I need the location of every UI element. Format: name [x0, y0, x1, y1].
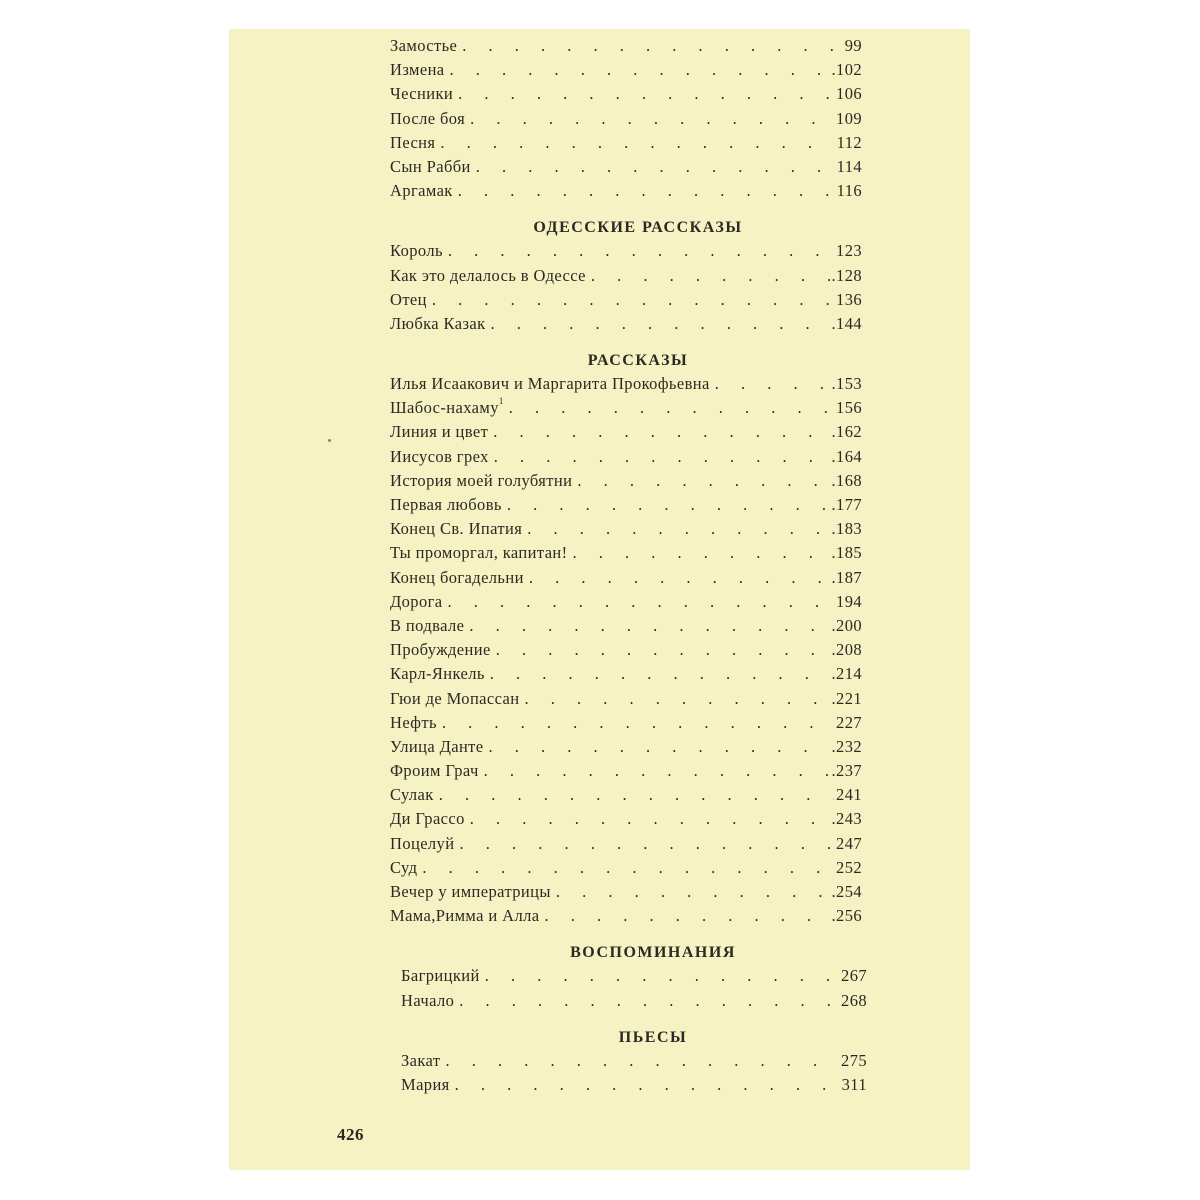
entry-page-number: .200 — [831, 615, 862, 635]
toc-entry — [390, 60, 862, 84]
dot-leader — [712, 374, 830, 394]
entry-page-number: .128 — [831, 265, 862, 285]
section-entries — [384, 36, 862, 205]
entry-page-number: 227 — [836, 712, 862, 732]
entry-title-text: Иисусов грех — [390, 446, 489, 466]
entry-title — [390, 713, 439, 733]
entry-title-text: Поцелуй — [390, 833, 455, 853]
toc-entry — [390, 157, 862, 181]
entry-title-text: Начало — [401, 990, 455, 1010]
toc-entry — [390, 882, 862, 906]
toc-entry — [390, 834, 862, 858]
toc-entry — [390, 447, 862, 471]
entry-title-text: Дорога — [390, 591, 443, 611]
entry-title — [390, 858, 419, 878]
entry-title-text: Нефть — [390, 712, 437, 732]
dot-leader — [445, 592, 835, 612]
entry-title-text: Ди Грассо — [390, 809, 465, 829]
toc-entry — [390, 906, 862, 930]
toc-entry — [390, 785, 862, 809]
entry-page-number: 136 — [836, 289, 862, 309]
entry-page-number: .208 — [831, 640, 862, 660]
entry-title — [390, 689, 522, 709]
toc-entry — [390, 314, 862, 338]
toc-entry — [390, 471, 862, 495]
dot-leader — [447, 60, 830, 80]
entry-title — [390, 640, 493, 660]
toc-entry — [390, 761, 862, 785]
dot-leader — [429, 290, 834, 310]
entry-title — [390, 266, 588, 286]
dot-leader — [439, 713, 834, 733]
entry-title — [390, 181, 455, 201]
toc-entry — [390, 422, 862, 446]
entry-page-number: .243 — [831, 809, 862, 829]
dot-leader — [526, 568, 830, 588]
entry-title-text: История моей голубятни — [390, 470, 573, 490]
dot-leader — [487, 664, 830, 684]
dot-leader — [541, 906, 829, 926]
entry-title — [390, 133, 437, 153]
entry-title — [390, 157, 473, 177]
toc-entry — [390, 809, 862, 833]
entry-title — [401, 991, 456, 1011]
entry-title-text: Суд — [390, 857, 418, 877]
toc-entry — [401, 1075, 867, 1099]
entry-page-number: .214 — [831, 664, 862, 684]
entry-page-number: .256 — [831, 906, 862, 926]
dot-leader — [504, 495, 830, 515]
entry-title-text: Линия и цвет — [390, 422, 489, 442]
entry-page-number: .177 — [831, 495, 862, 514]
entry-title — [390, 422, 490, 442]
section-heading: ПЬЕСЫ — [618, 1028, 688, 1046]
entry-page-number: 311 — [841, 1074, 867, 1094]
toc-entry — [390, 568, 862, 592]
entry-title-text: Конец Св. Ипатия — [390, 519, 523, 539]
entry-title-text: Фроим Грач — [390, 761, 479, 781]
toc-entry — [390, 592, 862, 616]
page-number: 426 — [337, 1125, 364, 1144]
dot-leader — [445, 241, 834, 261]
entry-title-text: Как это делалось в Одессе — [390, 265, 586, 285]
section-entries — [384, 374, 862, 930]
toc-entry — [390, 398, 862, 422]
entry-title-text: Илья Исаакович и Маргарита Прокофьевна — [390, 374, 710, 394]
entry-page-number: 106 — [836, 84, 862, 104]
entry-title — [390, 447, 491, 467]
dot-leader — [506, 398, 834, 418]
entry-page-number: .185 — [831, 543, 862, 563]
dot-leader — [588, 266, 830, 286]
entry-title-text: Пробуждение — [390, 640, 491, 660]
entry-title-text: Сын Рабби — [390, 156, 471, 176]
dot-leader — [491, 447, 830, 467]
entry-page-number: .221 — [831, 688, 862, 708]
entry-title — [390, 664, 487, 684]
entry-title — [390, 495, 504, 515]
entry-title-text: После боя — [390, 108, 466, 128]
entry-title-text: В подвале — [390, 615, 465, 635]
entry-title — [390, 290, 429, 310]
dot-leader — [522, 689, 830, 709]
toc-entry — [390, 737, 862, 761]
dot-leader — [488, 314, 830, 334]
toc-entry — [390, 109, 862, 133]
table-of-contents — [384, 36, 867, 1099]
dot-leader — [456, 991, 839, 1011]
section-entries — [384, 1051, 867, 1099]
toc-entry — [390, 664, 862, 688]
entry-title — [390, 834, 456, 854]
section-heading: ВОСПОМИНАНИЯ — [570, 944, 736, 962]
toc-entry — [401, 991, 867, 1015]
entry-page-number: 116 — [836, 181, 862, 201]
entry-page-number: 114 — [836, 156, 862, 176]
entry-page-number: 156 — [836, 398, 862, 418]
toc-section-stories — [384, 350, 862, 930]
entry-page-number: .254 — [831, 882, 862, 901]
toc-section-odessa — [384, 217, 862, 338]
entry-title-text: Вечер у императрицы — [390, 882, 551, 901]
dot-leader — [467, 109, 834, 129]
dot-leader — [442, 1051, 839, 1071]
toc-section-memoirs — [384, 942, 867, 1014]
entry-title — [401, 1051, 442, 1071]
toc-entry — [390, 181, 862, 205]
toc-entry — [390, 241, 862, 265]
section-heading: ОДЕССКИЕ РАССКАЗЫ — [533, 219, 743, 237]
entry-page-number: 112 — [836, 132, 862, 152]
section-entries — [384, 966, 867, 1014]
entry-page-number: .232 — [831, 736, 862, 756]
dot-leader — [553, 882, 830, 902]
toc-entry — [390, 84, 862, 108]
dot-leader — [452, 1075, 840, 1095]
entry-title-text: Песня — [390, 132, 436, 152]
dot-leader — [570, 543, 830, 563]
entry-title — [390, 374, 712, 394]
toc-entry — [390, 713, 862, 737]
entry-title — [390, 737, 486, 757]
entry-title-text: Измена — [390, 60, 445, 80]
entry-title-text: Мария — [401, 1074, 450, 1094]
paper-speck — [328, 439, 331, 442]
toc-entry — [390, 616, 862, 640]
book-page — [229, 29, 970, 1170]
entry-page-number: 99 — [844, 36, 862, 55]
entry-page-number: 267 — [841, 966, 867, 986]
entry-page-number: .168 — [831, 470, 862, 490]
entry-title — [390, 592, 445, 612]
entry-title — [390, 519, 524, 539]
entry-title — [390, 906, 541, 926]
dot-leader — [436, 785, 834, 805]
dot-leader — [481, 761, 830, 781]
entry-page-number: .162 — [831, 422, 862, 442]
toc-entry — [390, 543, 862, 567]
toc-entry — [390, 374, 862, 398]
dot-leader — [524, 519, 829, 539]
entry-title — [390, 543, 570, 563]
entry-title — [390, 109, 467, 129]
entry-title — [390, 398, 506, 418]
entry-title-text: Сулак — [390, 785, 434, 805]
toc-entry — [390, 519, 862, 543]
dot-leader — [455, 181, 835, 201]
dot-leader — [473, 157, 835, 177]
entry-title-text: Мама,Римма и Алла — [390, 906, 540, 926]
dot-leader — [466, 616, 829, 636]
entry-title-text: Замостье — [390, 36, 458, 55]
entry-page-number: 194 — [836, 591, 862, 611]
entry-page-number: 109 — [836, 108, 862, 128]
entry-page-number: 123 — [836, 241, 862, 261]
entry-title-text: Закат — [401, 1050, 441, 1070]
entry-page-number: 252 — [836, 857, 862, 877]
toc-entry — [390, 640, 862, 664]
entry-title — [390, 882, 553, 902]
entry-page-number: .237 — [831, 761, 862, 781]
dot-leader — [455, 84, 834, 104]
entry-title-text: Улица Данте — [390, 736, 484, 756]
dot-leader — [456, 834, 834, 854]
dot-leader — [419, 858, 834, 878]
dot-leader — [459, 36, 842, 56]
entry-page-number: .153 — [831, 374, 862, 394]
toc-entry — [390, 689, 862, 713]
toc-entry — [401, 966, 867, 990]
dot-leader — [574, 471, 829, 491]
entry-title — [390, 809, 467, 829]
entry-page-number: 241 — [836, 785, 862, 805]
entry-title — [390, 761, 481, 781]
entry-title — [390, 84, 455, 104]
toc-section-plays — [384, 1027, 867, 1099]
toc-entry — [401, 1051, 867, 1075]
entry-title-text: Ты проморгал, капитан! — [390, 543, 568, 563]
toc-entry — [390, 266, 862, 290]
entry-title-text: Король — [390, 241, 443, 261]
entry-page-number: .183 — [831, 519, 862, 539]
entry-title — [390, 241, 445, 261]
entry-title-text: Конец богадельни — [390, 567, 524, 587]
entry-title-text: Багрицкий — [401, 966, 480, 986]
entry-title — [390, 471, 574, 491]
entry-title — [390, 60, 447, 80]
entry-title-text: Любка Казак — [390, 313, 486, 333]
toc-entry — [390, 36, 862, 60]
footnote-marker: 1 — [498, 396, 504, 407]
entry-title — [390, 616, 466, 636]
dot-leader — [467, 809, 830, 829]
toc-entry — [390, 133, 862, 157]
dot-leader — [437, 133, 834, 153]
section-heading: РАССКАЗЫ — [587, 352, 689, 370]
entry-title-text: Первая любовь — [390, 495, 502, 514]
entry-title-text: Гюи де Мопассан — [390, 688, 520, 708]
toc-entry — [390, 290, 862, 314]
toc-section-continued — [384, 36, 862, 205]
dot-leader — [486, 737, 830, 757]
entry-page-number: .102 — [831, 60, 862, 80]
toc-entry — [390, 858, 862, 882]
toc-entry — [390, 495, 862, 519]
entry-title — [390, 314, 488, 334]
entry-title — [401, 1075, 452, 1095]
entry-page-number: 268 — [841, 990, 867, 1010]
entry-page-number: 275 — [841, 1050, 867, 1070]
dot-leader — [482, 966, 839, 986]
dot-leader — [493, 640, 830, 660]
entry-title-text: Шабос-нахаму — [390, 398, 499, 418]
entry-title-text: Чесники — [390, 84, 454, 104]
entry-title-text: Аргамак — [390, 181, 453, 201]
dot-leader — [490, 422, 829, 442]
section-entries — [384, 241, 862, 338]
entry-page-number: 247 — [836, 833, 862, 853]
entry-title — [390, 785, 436, 805]
entry-title-text: Карл-Янкель — [390, 664, 485, 684]
entry-page-number: .187 — [831, 567, 862, 587]
entry-title — [401, 966, 482, 986]
entry-page-number: .164 — [831, 446, 862, 466]
entry-title — [390, 36, 459, 56]
entry-title — [390, 568, 526, 588]
entry-title-text: Отец — [390, 289, 427, 309]
entry-page-number: .144 — [831, 313, 862, 333]
